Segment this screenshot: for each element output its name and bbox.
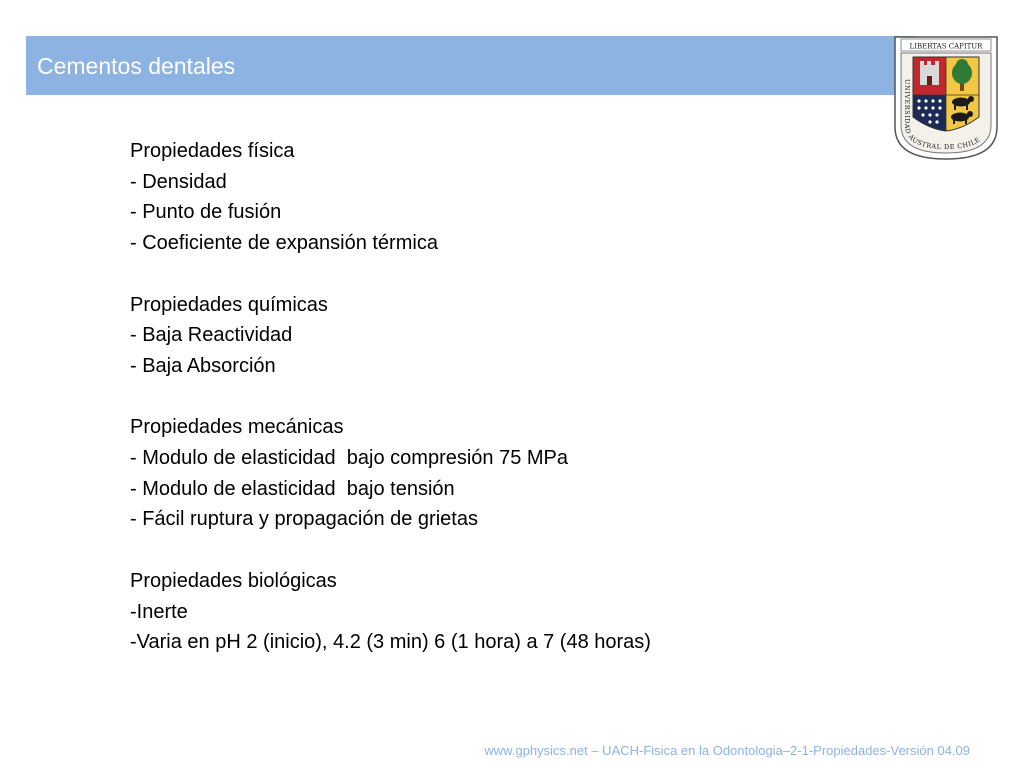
list-item: - Fácil ruptura y propagación de grietas [130, 508, 478, 531]
university-crest-logo [893, 35, 999, 161]
section-chemical [130, 290, 890, 382]
list-item: - Coeficiente de expansión térmica [130, 232, 438, 255]
title-bar [26, 36, 916, 95]
slide-body [130, 136, 890, 689]
section-biological [130, 566, 890, 658]
section-physical [130, 136, 890, 259]
svg-text:UNIVERSIDAD AUSTRAL DE CHILE: UNIVERSIDAD AUSTRAL DE CHILE [902, 79, 982, 152]
list-item: - Baja Absorción [130, 354, 276, 377]
list-item: -Varia en pH 2 (inicio), 4.2 (3 min) 6 (1 hora) a 7 (48 horas) [130, 631, 651, 654]
list-item: - Punto de fusión [130, 201, 282, 224]
slide-title: Cementos dentales [37, 53, 236, 79]
section-heading: Propiedades mecánicas [130, 416, 344, 439]
section-heading: Propiedades biológicas [130, 569, 337, 592]
list-item: - Modulo de elasticidad bajo tensión [130, 477, 455, 500]
list-item: - Modulo de elasticidad bajo compresión 75 MPa [130, 447, 569, 469]
crest-motto: LIBERTAS CAPITUR [909, 42, 983, 51]
list-item: - Densidad [130, 170, 227, 193]
list-item: - Baja Reactividad [130, 324, 293, 347]
section-mechanical [130, 412, 890, 535]
list-item: -Inerte [130, 600, 188, 623]
footer-text: www.gphysics.net – UACH-Fisica en la Odontologia–2-1-Propiedades-Versión 04.09 [484, 743, 970, 758]
section-heading: Propiedades física [130, 140, 295, 162]
section-heading: Propiedades químicas [130, 293, 328, 316]
